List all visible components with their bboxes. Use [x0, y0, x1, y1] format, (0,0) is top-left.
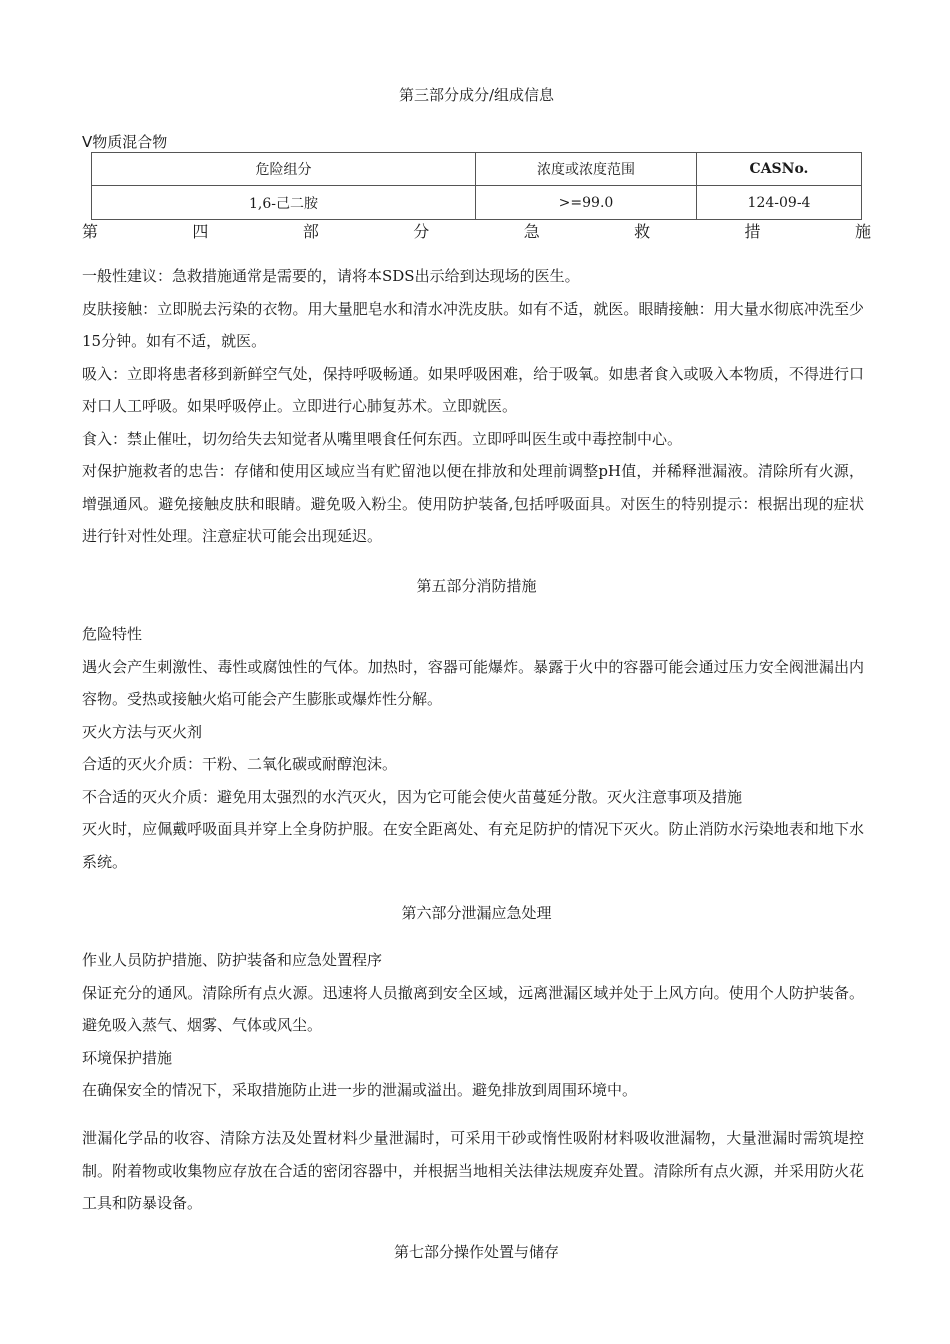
paragraph: 遇火会产生刺激性、毒性或腐蚀性的气体。加热时，容器可能爆炸。暴露于火中的容器可能会通过压力安全阀泄漏出内容物。受热或接触火焰可能会产生膨胀或爆炸性分解。 [82, 657, 864, 708]
check-mark: V [82, 133, 93, 151]
paragraph: 吸入：立即将患者移到新鲜空气处，保持呼吸畅通。如果呼吸困难，给于吸氧。如患者食入或吸入本物质，不得进行口对口人工呼吸。如果呼吸停止。立即进行心肺复苏术。立即就医。 [82, 364, 864, 415]
cell-component: 1,6-己二胺 [92, 186, 476, 220]
paragraph: 保证充分的通风。清除所有点火源。迅速将人员撤离到安全区域，远离泄漏区域并处于上风方向。使用个人防护装备。避免吸入蒸气、烟雾、气体或风尘。 [82, 983, 864, 1034]
cell-cas: 124-09-4 [697, 186, 862, 220]
title-char: 急 [523, 222, 540, 241]
title-char: 部 [302, 222, 319, 241]
mixture-label [82, 132, 167, 152]
title-char: 分 [413, 222, 430, 241]
mixture-text: 物质混合物 [92, 133, 168, 151]
paragraph: 作业人员防护措施、防护装备和应急处置程序 [82, 951, 383, 969]
header-component: 危险组分 [92, 153, 476, 186]
paragraph: 危险特性 [82, 625, 143, 643]
header-concentration: 浓度或浓度范围 [476, 153, 697, 186]
paragraph: 食入：禁止催吐，切勿给失去知觉者从嘴里喂食任何东西。立即呼叫医生或中毒控制中心。 [82, 429, 683, 448]
paragraph: 泄漏化学品的收容、清除方法及处置材料少量泄漏时，可采用干砂或惰性吸附材料吸收泄漏物，大量泄漏时需筑堤控制。附着物或收集物应存放在合适的密闭容器中，并根据当地相关法律法规废弃处置。清除所有点火源，并采用防火花工具和防暴设备。 [82, 1129, 864, 1212]
paragraph: 一般性建议：急救措施通常是需要的，请将本SDS出示给到达现场的医生。 [82, 267, 580, 285]
section6-title: 第六部分泄漏应急处理 [401, 904, 552, 922]
title-char: 第 [82, 222, 99, 241]
title-char: 措 [744, 222, 761, 241]
paragraph: 皮肤接触：立即脱去污染的衣物。用大量肥皂水和清水冲洗皮肤。如有不适，就医。眼睛接触：用大量水彻底冲洗至少15分钟。如有不适，就医。 [82, 299, 864, 350]
paragraph: 合适的灭火介质：干粉、二氧化碳或耐醇泡沫。 [82, 755, 398, 773]
section3-title: 第三部分成分/组成信息 [398, 86, 555, 104]
paragraph: 环境保护措施 [82, 1048, 173, 1067]
paragraph: 对保护施救者的忠告：存储和使用区域应当有贮留池以便在排放和处理前调整pH值，并稀释泄漏液。清除所有火源，增强通风。避免接触皮肤和眼睛。避免吸入粉尘。使用防护装备,包括呼吸面具。对医生的特别提示：根据出现的症状进行针对性处理。注意症状可能会出现延迟。 [82, 462, 864, 545]
section4-title [82, 221, 871, 243]
section7-title: 第七部分操作处置与储存 [393, 1243, 559, 1261]
section4-body [82, 260, 864, 553]
section5-body [82, 618, 864, 878]
section6-body-2 [82, 1122, 864, 1220]
composition-table [91, 152, 862, 220]
title-char: 四 [192, 222, 209, 241]
section6-body [82, 944, 864, 1107]
paragraph: 灭火时，应佩戴呼吸面具并穿上全身防护服。在安全距离处、有充足防护的情况下灭火。防止消防水污染地表和地下水系统。 [82, 820, 864, 871]
paragraph: 在确保安全的情况下，采取措施防止进一步的泄漏或溢出。避免排放到周围环境中。 [82, 1081, 638, 1099]
section5-title: 第五部分消防措施 [416, 577, 537, 595]
header-cas: CASNo. [697, 153, 862, 186]
paragraph: 不合适的灭火介质：避免用太强烈的水汽灭火，因为它可能会使火苗蔓延分散。灭火注意事项及措施 [82, 787, 743, 806]
table-header-row [92, 153, 862, 186]
title-char: 救 [634, 222, 651, 241]
cell-concentration: >=99.0 [476, 186, 697, 220]
table-row [92, 186, 862, 220]
paragraph: 灭火方法与灭火剂 [82, 722, 203, 741]
title-char: 施 [854, 222, 871, 241]
